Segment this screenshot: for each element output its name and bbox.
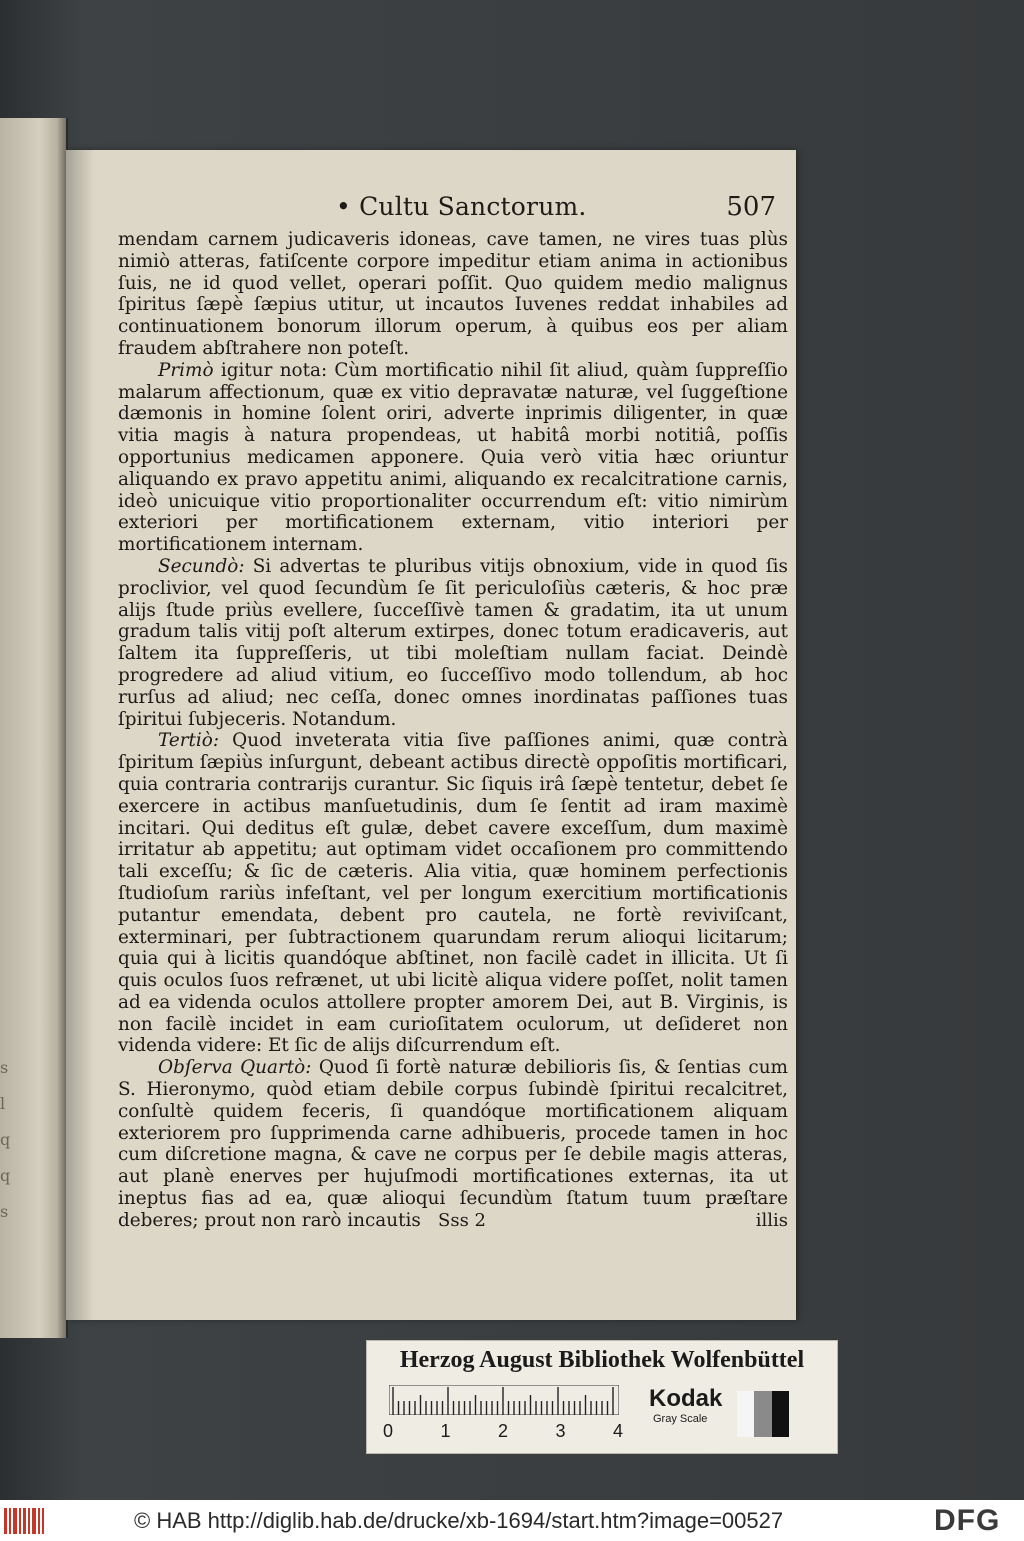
gray-swatches [737,1391,789,1437]
margin-mark: q [0,1130,11,1149]
scale-numbers [383,1421,623,1442]
scale-number: 0 [383,1421,394,1441]
paragraph [118,229,788,360]
facing-page-marks [0,1060,14,1220]
dfg-logo: DFG [934,1504,1001,1537]
hab-barcode-icon [4,1508,44,1534]
running-head [336,192,776,222]
copyright-link[interactable]: © HAB http://diglib.hab.de/drucke/xb-1694/start.htm?image=00527 [134,1508,784,1533]
body-text [118,229,788,1232]
scale-number: 1 [440,1421,451,1441]
scale-number: 3 [555,1421,566,1441]
paragraph [118,730,788,1057]
paragraph-lead: Tertiò: [158,730,220,752]
paragraph [118,556,788,730]
scale-number: 4 [612,1421,623,1441]
page-number: 507 [726,192,776,222]
paragraph-lead: Secundò: [158,555,245,577]
paragraph [118,360,788,556]
paragraph-text: mendam carnem judicaveris idoneas, cave tamen, ne vires tuas plùs nimiò atteras, fatiſcente corpore impeditur etiam anima in actionibus ſuis, ne id quod vellet, operari poſſit. Quo quidem medio malignus ſpiritus ſæpè ſæpius utitur, ut incautos Iuvenes reddat inhabiles ad continuationem bonorum illorum operum, à quibus eos per aliam fraudem abſtrahere non poteſt. [118,229,788,359]
library-color-target [366,1340,838,1454]
margin-mark: s [0,1202,9,1221]
paragraph-text: Quod ſi fortè naturæ debilioris ſis, & ſentias cum S. Hieronymo, quòd etiam debile corpus ſubindè ſpiritui recalcitret, conſultè quidem feceris, ſi quandóque mortificationem aliquam exteriorem pro ſupprimenda carne adhibueris, procede tamen in hoc cum diſcretione magna, & cave ne corpus per ſe debile magis atteras, aut planè enerves per hujuſmodi mortificationes externas, ita ut ineptus fias ad ea, quæ alioqui ſecundùm ſtatum tuum præſtare deberes; prout non rarò incautis [118,1057,788,1231]
paragraph [118,1057,788,1231]
kodak-logo: Kodak [649,1385,723,1412]
running-title: • Cultu Sanctorum. [336,192,587,221]
margin-mark: l [0,1094,6,1113]
page-footer [118,1210,788,1231]
gray-swatch [754,1391,771,1437]
catchword: illis [755,1210,788,1231]
gray-swatch [772,1391,789,1437]
paragraph-text: igitur nota: Cùm mortificatio nihil ſit aliud, quàm ſuppreſſio malarum affectionum, quæ ex vitio depravatæ naturæ, vel ſuggeſtione dæmonis in homine ſolent oriri, adverte inprimis diligenter, in quæ vitia magis à natura propendeas, ut habitâ morbi notitiâ, poſſis opportunius medicamen apponere. Quia verò vitia hæc oriuntur aliquando ex pravo appetitu animi, aliquando ex recalcitratione carnis, ideò unicuique vitio proportionaliter occurrendum eſt: vitio nimirùm exteriori per mortificationem externam, vitio interiori per mortificationem internam. [118,359,788,556]
margin-mark: q [0,1166,11,1185]
margin-mark: s [0,1058,9,1077]
paragraph-lead: Obſerva Quartò: [158,1057,312,1079]
paragraph-text: Si advertas te pluribus vitijs obnoxium, vide in quod ſis proclivior, vel quod ſecundùm ſe ſit periculoſiùs cæteris, & hoc præ alijs ſtude priùs evellere, ſucceſſivè tamen & gradatim, ita ut unum gradum talis vitij poſt alterum extirpes, donec totum eradicaveris, aut ſaltem ita ſuppreſſeris, ut tibi moleſtiam nullam faciat. Deindè progredere ad aliud vitium, eo ſucceſſivo modo tollendum, ab hoc rurſus ad aliud; nec ceſſa, donec omnes inordinatas paſſiones tuas ſpiritui ſubjeceris. Notandum. [118,555,788,730]
library-name: Herzog August Bibliothek Wolfenbüttel [399,1347,805,1373]
signature-mark: Sss 2 [438,1210,486,1231]
viewer-footer [0,1500,1024,1541]
gray-swatch [737,1391,754,1437]
gray-scale-label: Gray Scale [653,1413,708,1425]
scale-number: 2 [497,1421,508,1441]
book-page [66,150,796,1320]
ruler-scale-icon [389,1385,619,1415]
paragraph-lead: Primò [158,359,214,381]
paragraph-text: Quod inveterata vitia ſive paſſiones animi, quæ contrà ſpiritum ſæpiùs inſurgunt, debeant actibus directè oppoſitis mortificari, quia contraria contrarijs curantur. Sic ſiquis irâ ſæpè tentetur, debet ſe exercere in actibus manſuetudinis, dum ſe ſentit ad iram maximè incitari. Qui deditus eſt gulæ, debet cavere exceſſum, dum maximè irritatur ab appetitu; aut optimam videt occaſionem pro committendo tali exceſſu; & ſic de cæteris. Alia vitia, quæ hominem perfectionis ſtudioſum rariùs infeſtant, vel per longum exercitium mortificationis putantur emendata, debent pro cautela, ne fortè reviviſcant, exterminari, per ſubtractionem quarundam rerum alioqui licitarum; quia qui à licitis quandóque abſtinet, non facilè cadet in illicita. Ut ſi quis oculos ſuos refrænet, ut ubi licitè aliqua videre poſſet, nolit tamen ad ea videnda oculos attollere propter amorem Dei, aut B. Virginis, is non facilè incidet in eam curioſitatem oculorum, ut deſideret non videnda videre: Et ſic de alijs diſcurrendum eſt. [118,730,788,1057]
